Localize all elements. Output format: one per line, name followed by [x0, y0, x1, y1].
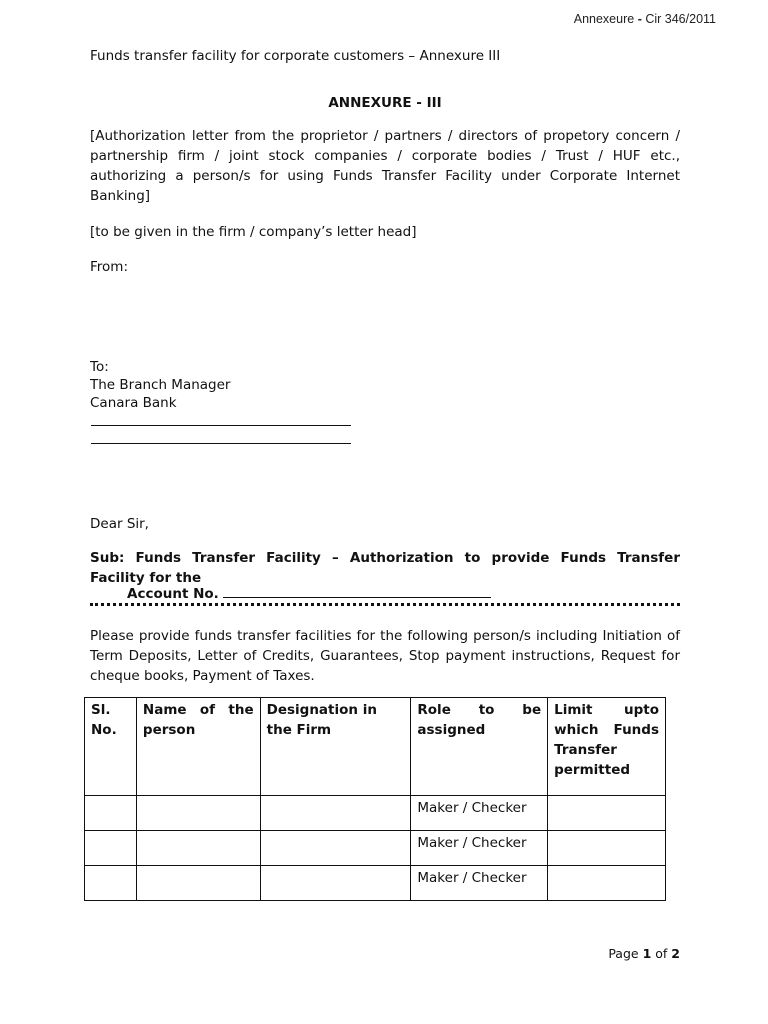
- role-cell: Maker / Checker: [411, 831, 548, 866]
- header-role: Role to be assigned: [411, 698, 548, 796]
- table-cell: [548, 831, 666, 866]
- table-row: [85, 866, 666, 901]
- authorized-persons-table: [84, 697, 666, 901]
- table-cell: [548, 866, 666, 901]
- header-sl-no: Sl. No.: [85, 698, 137, 796]
- table-cell: [260, 796, 411, 831]
- account-number-label: Account No.: [127, 586, 219, 602]
- address-blank-line-2: [91, 443, 351, 444]
- header-designation: Designation in the Firm: [260, 698, 411, 796]
- table-cell: [85, 831, 137, 866]
- table-cell: [548, 796, 666, 831]
- document-subtitle: Funds transfer facility for corporate customers – Annexure III: [90, 48, 501, 64]
- table-cell: [85, 796, 137, 831]
- header-person-name: Name of the person: [136, 698, 260, 796]
- letterhead-note: [to be given in the firm / company’s letter head]: [90, 224, 417, 240]
- circular-prefix: Annexeure: [573, 12, 635, 26]
- to-bank-name: Canara Bank: [90, 395, 177, 411]
- account-number-field: [127, 584, 491, 604]
- table-cell: [136, 866, 260, 901]
- page-of-word: of: [655, 946, 668, 961]
- page-current: 1: [642, 946, 652, 961]
- from-label: From:: [90, 259, 128, 275]
- dotted-separator: [90, 603, 680, 606]
- subject-line: Sub: Funds Transfer Facility – Authorization to provide Funds Transfer Facility for the: [90, 550, 680, 586]
- circular-dash: -: [637, 12, 642, 26]
- annexure-title: ANNEXURE - III: [328, 95, 442, 111]
- table-cell: [136, 831, 260, 866]
- authorization-paragraph: [Authorization letter from the proprietor / partners / directors of propetory concern / partnership firm / joint stock companies / corporate bodies / Trust / HUF etc., authorizing a person/s for using Funds Transfer Facility under Corporate Internet Banking]: [90, 128, 680, 204]
- salutation: Dear Sir,: [90, 516, 149, 532]
- role-cell: Maker / Checker: [411, 796, 548, 831]
- request-paragraph: Please provide funds transfer facilities for the following person/s including Initiation of Term Deposits, Letter of Credits, Guarantees, Stop payment instructions, Request for cheque books, Payment of Taxes.: [90, 628, 680, 684]
- role-cell: Maker / Checker: [411, 866, 548, 901]
- table-cell: [260, 831, 411, 866]
- page-total: 2: [671, 946, 680, 961]
- page-word: Page: [608, 946, 639, 961]
- address-blank-line-1: [91, 425, 351, 426]
- to-label: To:: [90, 359, 109, 375]
- table-row: [85, 831, 666, 866]
- page-indicator: [608, 946, 680, 961]
- circular-number: Cir 346/2011: [645, 12, 716, 26]
- table-cell: [85, 866, 137, 901]
- circular-reference: [574, 12, 716, 26]
- header-limit: Limit upto which Funds Transfer permitted: [548, 698, 666, 796]
- account-number-blank: [223, 584, 491, 598]
- table-cell: [136, 796, 260, 831]
- to-addressee: The Branch Manager: [90, 377, 231, 393]
- table-row: [85, 796, 666, 831]
- table-cell: [260, 866, 411, 901]
- table-header-row: [85, 698, 666, 796]
